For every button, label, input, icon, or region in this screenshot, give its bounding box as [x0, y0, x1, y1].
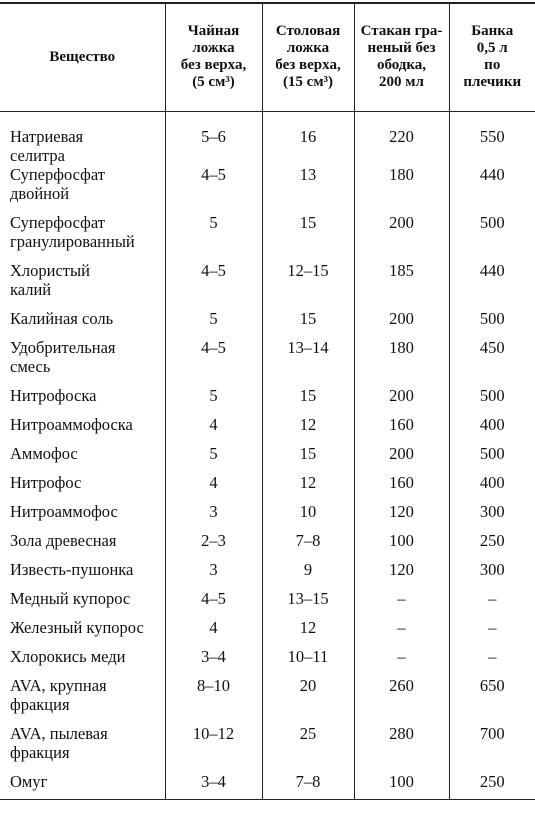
cell-jar: [449, 444, 535, 473]
table-row: [0, 676, 535, 724]
cell-glass: [354, 386, 449, 415]
cell-jar: [449, 560, 535, 589]
cell-substance-text: Суперфосфат двойной: [10, 164, 105, 203]
cell-tablespoon-text: 15: [299, 212, 317, 232]
cell-jar: [449, 473, 535, 502]
cell-glass: [354, 165, 449, 213]
cell-tablespoon-text: 7–8: [295, 530, 321, 550]
cell-jar-text: 450: [479, 337, 505, 357]
cell-teaspoon: [165, 618, 262, 647]
cell-substance: [0, 444, 165, 473]
cell-jar: [449, 618, 535, 647]
cell-tablespoon-text: 10: [299, 501, 317, 521]
cell-jar-text: 440: [479, 260, 505, 280]
cell-substance: [0, 772, 165, 800]
cell-teaspoon: [165, 560, 262, 589]
cell-glass-text: 280: [389, 723, 414, 743]
cell-jar-text: 500: [479, 308, 505, 328]
cell-tablespoon-text: 20: [299, 675, 317, 695]
cell-glass: [354, 531, 449, 560]
cell-jar-text: –: [488, 617, 497, 637]
cell-teaspoon: [165, 386, 262, 415]
cell-jar: [449, 502, 535, 531]
cell-substance: [0, 618, 165, 647]
cell-substance-text: Хлорокись меди: [10, 646, 126, 666]
cell-teaspoon: [165, 531, 262, 560]
cell-glass: [354, 473, 449, 502]
cell-substance-text: Медный купорос: [10, 588, 131, 608]
cell-teaspoon: [165, 589, 262, 618]
cell-tablespoon-text: 16: [299, 126, 317, 146]
cell-jar: [449, 111, 535, 165]
cell-substance-text: Хлористый калий: [10, 260, 90, 299]
cell-jar-text: 250: [479, 530, 505, 550]
cell-tablespoon: [262, 261, 354, 309]
cell-glass: [354, 772, 449, 800]
table-row: [0, 261, 535, 309]
cell-glass-text: 100: [389, 771, 414, 791]
cell-glass-text: 200: [389, 308, 414, 328]
table-row: [0, 338, 535, 386]
cell-substance-text: AVA, пылевая фракция: [10, 723, 108, 762]
header-teaspoon: Чайная ложка без верха, (5 см³): [165, 3, 262, 111]
cell-teaspoon: [165, 676, 262, 724]
cell-jar-text: 400: [479, 472, 505, 492]
cell-glass: [354, 724, 449, 772]
cell-tablespoon-text: 15: [299, 443, 317, 463]
cell-glass: [354, 502, 449, 531]
cell-teaspoon: [165, 473, 262, 502]
cell-glass-text: 160: [389, 414, 414, 434]
cell-glass: [354, 415, 449, 444]
cell-tablespoon-text: 12: [299, 472, 317, 492]
cell-glass-text: –: [397, 617, 406, 637]
cell-glass-text: 260: [389, 675, 414, 695]
cell-glass: [354, 676, 449, 724]
cell-jar-text: 650: [479, 675, 505, 695]
cell-tablespoon: [262, 309, 354, 338]
cell-jar: [449, 589, 535, 618]
cell-tablespoon-text: 12: [299, 617, 317, 637]
cell-teaspoon-text: 3–4: [201, 771, 226, 791]
fertilizer-measures-table: [0, 2, 535, 800]
cell-glass: [354, 309, 449, 338]
cell-tablespoon: [262, 531, 354, 560]
cell-glass-text: –: [397, 588, 406, 608]
cell-teaspoon-text: 4–5: [201, 260, 226, 280]
cell-teaspoon-text: 4: [209, 617, 218, 637]
cell-substance: [0, 676, 165, 724]
cell-substance-text: Аммофос: [10, 443, 78, 463]
cell-substance-text: Суперфосфат гранулированный: [10, 212, 135, 251]
table-row: [0, 444, 535, 473]
cell-jar: [449, 415, 535, 444]
cell-teaspoon: [165, 213, 262, 261]
cell-jar-text: 250: [479, 771, 505, 791]
cell-teaspoon: [165, 261, 262, 309]
cell-glass-text: 200: [389, 385, 414, 405]
cell-tablespoon: [262, 772, 354, 800]
table-row: [0, 165, 535, 213]
cell-substance-text: Нитроаммофоска: [10, 414, 133, 434]
cell-substance: [0, 560, 165, 589]
cell-substance: [0, 589, 165, 618]
cell-tablespoon: [262, 589, 354, 618]
cell-glass: [354, 647, 449, 676]
cell-glass-text: 160: [389, 472, 414, 492]
cell-teaspoon-text: 5: [209, 385, 218, 405]
table-row: [0, 589, 535, 618]
table-row: [0, 772, 535, 800]
table-row: [0, 386, 535, 415]
header-substance: Вещество: [0, 3, 165, 111]
cell-tablespoon-text: 15: [299, 308, 317, 328]
cell-tablespoon: [262, 676, 354, 724]
cell-substance-text: Нитрофос: [10, 472, 82, 492]
cell-glass-text: –: [397, 646, 406, 666]
cell-jar: [449, 531, 535, 560]
cell-substance: [0, 309, 165, 338]
table-row: [0, 213, 535, 261]
cell-substance: [0, 647, 165, 676]
cell-teaspoon: [165, 165, 262, 213]
cell-teaspoon-text: 5: [209, 212, 218, 232]
cell-jar-text: 400: [479, 414, 505, 434]
cell-tablespoon-text: 12: [299, 414, 317, 434]
cell-substance: [0, 261, 165, 309]
table-row: [0, 560, 535, 589]
cell-teaspoon-text: 3: [209, 501, 218, 521]
cell-jar: [449, 338, 535, 386]
cell-jar-text: 500: [479, 385, 505, 405]
cell-tablespoon: [262, 338, 354, 386]
cell-glass: [354, 444, 449, 473]
table-row: [0, 309, 535, 338]
table-row: [0, 618, 535, 647]
cell-tablespoon: [262, 473, 354, 502]
cell-jar-text: 500: [479, 212, 505, 232]
cell-substance-text: AVA, крупная фракция: [10, 675, 107, 714]
cell-jar: [449, 309, 535, 338]
cell-tablespoon-text: 13: [299, 164, 317, 184]
cell-teaspoon-text: 8–10: [197, 675, 230, 695]
cell-teaspoon-text: 4: [209, 472, 218, 492]
cell-teaspoon: [165, 772, 262, 800]
table-row: [0, 531, 535, 560]
cell-teaspoon: [165, 338, 262, 386]
cell-substance-text: Железный купорос: [10, 617, 144, 637]
cell-teaspoon-text: 2–3: [201, 530, 226, 550]
cell-jar: [449, 213, 535, 261]
cell-substance: [0, 165, 165, 213]
cell-jar-text: 300: [479, 501, 505, 521]
cell-substance-text: Удобрительная смесь: [10, 337, 116, 376]
cell-substance: [0, 531, 165, 560]
cell-glass: [354, 213, 449, 261]
cell-glass: [354, 589, 449, 618]
cell-glass: [354, 261, 449, 309]
table-header: [0, 3, 535, 111]
cell-jar: [449, 676, 535, 724]
cell-tablespoon: [262, 415, 354, 444]
cell-substance-text: Нитроаммофос: [10, 501, 118, 521]
cell-tablespoon-text: 25: [299, 723, 317, 743]
cell-jar: [449, 647, 535, 676]
cell-jar-text: 700: [479, 723, 505, 743]
table-row: [0, 415, 535, 444]
cell-teaspoon-text: 4–5: [201, 164, 226, 184]
cell-teaspoon: [165, 309, 262, 338]
cell-substance-text: Нитрофоска: [10, 385, 97, 405]
cell-teaspoon-text: 5: [209, 308, 218, 328]
cell-substance-text: Калийная соль: [10, 308, 114, 328]
cell-jar-text: 440: [479, 164, 505, 184]
cell-jar-text: 300: [479, 559, 505, 579]
cell-tablespoon: [262, 444, 354, 473]
cell-teaspoon: [165, 502, 262, 531]
table-body: [0, 111, 535, 799]
cell-jar-text: 550: [479, 126, 505, 146]
cell-tablespoon-text: 12–15: [287, 260, 329, 280]
cell-teaspoon-text: 3–4: [201, 646, 226, 666]
table-row: [0, 473, 535, 502]
cell-jar-text: –: [488, 646, 497, 666]
cell-substance: [0, 724, 165, 772]
table-row: [0, 724, 535, 772]
cell-teaspoon: [165, 111, 262, 165]
cell-tablespoon: [262, 560, 354, 589]
cell-jar: [449, 724, 535, 772]
cell-jar: [449, 772, 535, 800]
cell-substance: [0, 386, 165, 415]
cell-substance-text: Натриевая селитра: [10, 126, 84, 165]
cell-teaspoon-text: 5–6: [201, 126, 226, 146]
cell-tablespoon: [262, 724, 354, 772]
cell-teaspoon: [165, 724, 262, 772]
cell-substance: [0, 111, 165, 165]
cell-glass-text: 200: [389, 212, 414, 232]
cell-teaspoon-text: 4: [209, 414, 218, 434]
cell-substance: [0, 502, 165, 531]
cell-tablespoon-text: 13–14: [287, 337, 329, 357]
cell-glass-text: 120: [389, 559, 414, 579]
cell-jar-text: 500: [479, 443, 505, 463]
cell-glass: [354, 618, 449, 647]
cell-glass: [354, 560, 449, 589]
cell-glass-text: 185: [389, 260, 414, 280]
cell-substance-text: Известь-пушонка: [10, 559, 134, 579]
table-row: [0, 111, 535, 165]
header-tablespoon: Столовая ложка без верха, (15 см³): [262, 3, 354, 111]
cell-tablespoon-text: 15: [299, 385, 317, 405]
cell-glass-text: 180: [389, 337, 414, 357]
cell-tablespoon: [262, 165, 354, 213]
cell-teaspoon-text: 10–12: [192, 723, 235, 743]
cell-tablespoon-text: 7–8: [295, 771, 321, 791]
table-row: [0, 502, 535, 531]
cell-tablespoon: [262, 618, 354, 647]
cell-tablespoon: [262, 386, 354, 415]
cell-teaspoon-text: 4–5: [201, 337, 226, 357]
cell-substance: [0, 473, 165, 502]
cell-glass-text: 200: [389, 443, 414, 463]
cell-substance: [0, 338, 165, 386]
header-row: [0, 3, 535, 111]
cell-substance: [0, 415, 165, 444]
cell-glass: [354, 111, 449, 165]
cell-glass-text: 180: [389, 164, 414, 184]
cell-tablespoon-text: 13–15: [287, 588, 329, 608]
cell-jar-text: –: [488, 588, 497, 608]
cell-jar: [449, 261, 535, 309]
cell-jar: [449, 165, 535, 213]
cell-glass-text: 120: [389, 501, 414, 521]
cell-substance-text: Зола древесная: [10, 530, 117, 550]
cell-teaspoon: [165, 647, 262, 676]
header-jar: Банка 0,5 л по плечики: [449, 3, 535, 111]
cell-tablespoon: [262, 502, 354, 531]
cell-substance-text: Омуг: [10, 771, 48, 791]
cell-tablespoon-text: 9: [303, 559, 313, 579]
cell-tablespoon-text: 10–11: [287, 646, 329, 666]
cell-teaspoon-text: 3: [209, 559, 218, 579]
cell-tablespoon: [262, 647, 354, 676]
cell-glass: [354, 338, 449, 386]
cell-glass-text: 100: [389, 530, 414, 550]
table-row: [0, 647, 535, 676]
cell-jar: [449, 386, 535, 415]
cell-teaspoon-text: 4–5: [201, 588, 226, 608]
cell-teaspoon: [165, 415, 262, 444]
cell-tablespoon: [262, 213, 354, 261]
cell-tablespoon: [262, 111, 354, 165]
header-glass: Стакан гра- неный без ободка, 200 мл: [354, 3, 449, 111]
cell-teaspoon: [165, 444, 262, 473]
cell-teaspoon-text: 5: [209, 443, 218, 463]
cell-glass-text: 220: [389, 126, 414, 146]
cell-substance: [0, 213, 165, 261]
